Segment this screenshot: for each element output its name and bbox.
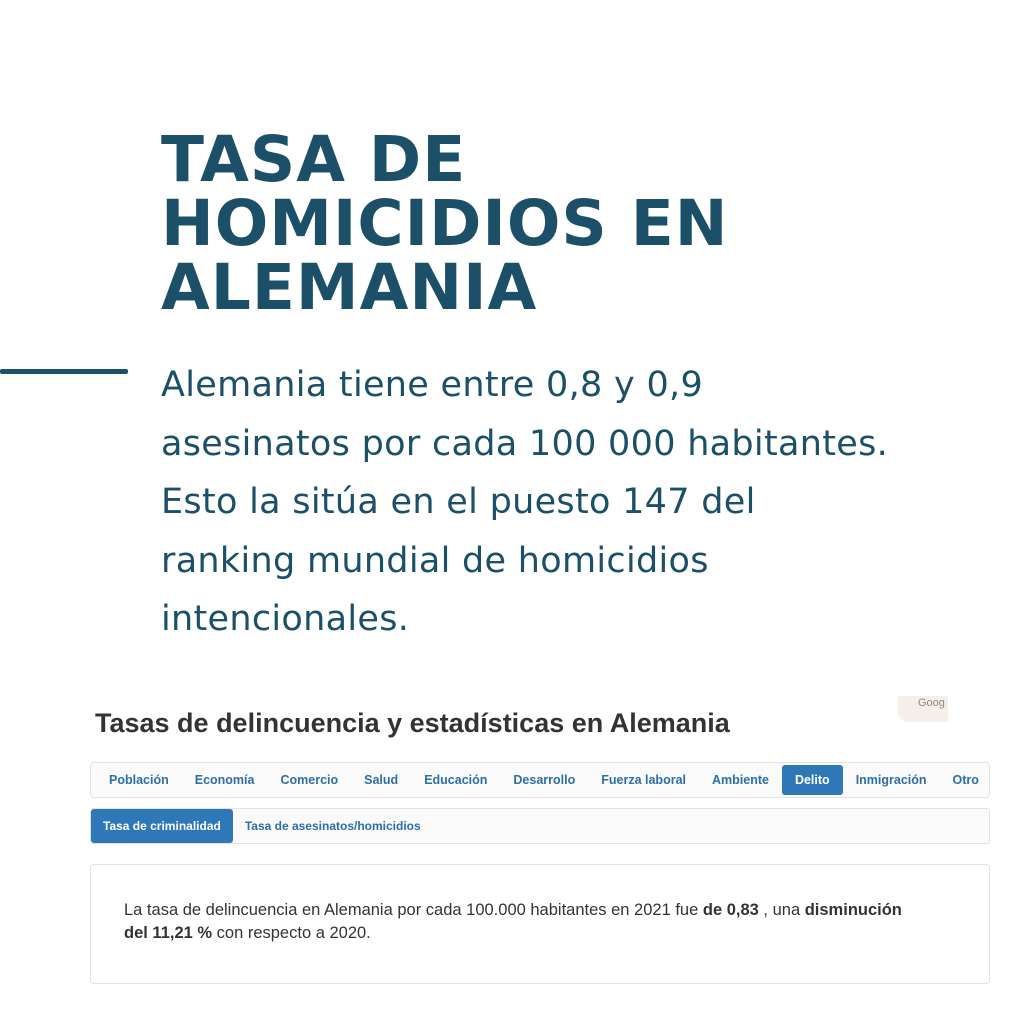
tab-salud[interactable]: Salud xyxy=(364,773,399,787)
intro-line: Alemania tiene entre 0,8 y 0,9 xyxy=(161,365,704,405)
google-translate-chip[interactable]: Goog xyxy=(898,696,948,722)
subtab-tasa-criminalidad[interactable]: Tasa de criminalidad xyxy=(91,809,233,843)
headline-line: ALEMANIA xyxy=(161,251,538,324)
tab-comercio[interactable]: Comercio xyxy=(280,773,339,787)
intro-line: asesinatos por cada 100 000 habitantes. xyxy=(161,423,889,464)
tab-ambiente[interactable]: Ambiente xyxy=(712,773,769,787)
stat-rate-value: de 0,83 xyxy=(702,901,759,919)
tab-desarrollo[interactable]: Desarrollo xyxy=(513,773,576,787)
stat-text-part: con respecto a 2020. xyxy=(212,924,371,942)
page-title: Tasas de delincuencia y estadísticas en Alemania xyxy=(95,708,730,738)
crime-subtabs xyxy=(90,808,990,844)
category-tabs xyxy=(90,762,990,798)
intro-line: Esto la sitúa en el puesto 147 del xyxy=(161,482,756,522)
intro-line: ranking mundial de homicidios xyxy=(161,540,709,581)
headline xyxy=(161,123,801,324)
tab-inmigracion[interactable]: Inmigración xyxy=(855,773,927,787)
stat-sentence xyxy=(124,899,924,945)
tab-otro[interactable]: Otro xyxy=(952,773,979,787)
intro-line: intencionales. xyxy=(161,599,410,639)
stat-text-part: La tasa de delincuencia en Alemania por cada 100.000 habitantes en 2021 fue xyxy=(124,901,703,919)
tab-economia[interactable]: Economía xyxy=(194,773,255,787)
headline-line: TASA DE xyxy=(161,123,467,196)
stat-change-value: disminución del 11,21 % xyxy=(124,901,902,942)
intro-paragraph xyxy=(161,356,1001,649)
stat-text-part: , una xyxy=(758,901,805,919)
tab-poblacion[interactable]: Población xyxy=(109,773,169,787)
tab-educacion[interactable]: Educación xyxy=(424,773,488,787)
tab-delito[interactable]: Delito xyxy=(782,765,843,795)
embedded-screenshot xyxy=(90,696,979,960)
stat-panel xyxy=(90,864,990,984)
subtab-tasa-homicidios[interactable]: Tasa de asesinatos/homicidios xyxy=(244,819,421,833)
accent-divider xyxy=(0,369,128,374)
headline-line: HOMICIDIOS EN xyxy=(161,187,729,260)
tab-fuerza-laboral[interactable]: Fuerza laboral xyxy=(601,773,686,787)
